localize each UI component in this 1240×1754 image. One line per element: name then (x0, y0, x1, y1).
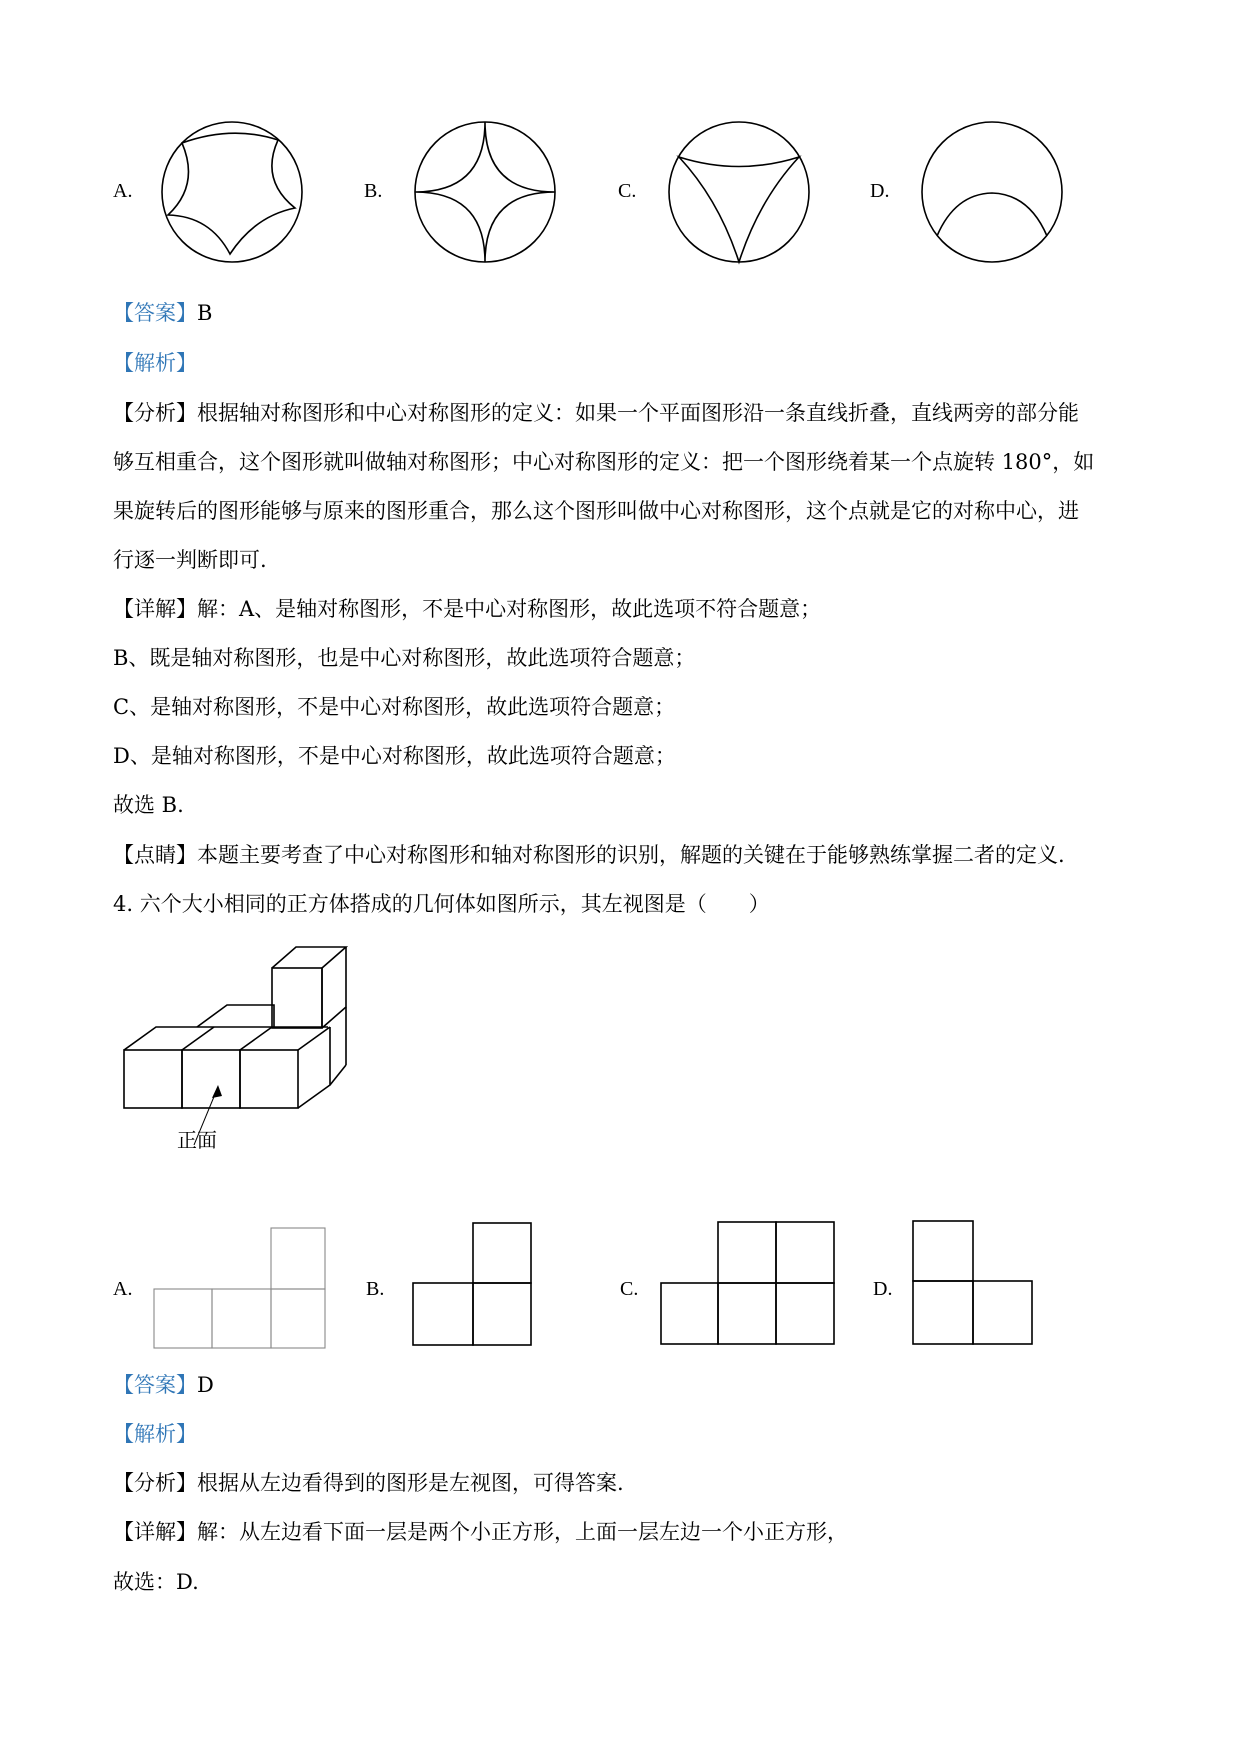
q4-option-b-label: B. (366, 1278, 385, 1300)
q3-fenxi-line-3: 果旋转后的图形能够与原来的图形重合，那么这个图形叫做中心对称图形，这个点就是它的对称中心，进 (113, 499, 1079, 523)
q3-xiangjie-line-1 (113, 594, 821, 624)
front-label: 正面 (177, 1128, 217, 1152)
dianjing-tag: 【点睛】 (113, 843, 197, 867)
answer-tag: 【答案】 (113, 1373, 197, 1397)
q3-analysis-tag: 【解析】 (113, 351, 197, 375)
answer-value: B (197, 301, 213, 325)
answer-tag: 【答案】 (113, 301, 197, 325)
q3-option-c-label: C. (618, 180, 637, 202)
q3-option-d-figure (920, 120, 1070, 270)
q3-fenxi-line-1 (113, 398, 1079, 428)
answer-value: D (197, 1373, 214, 1397)
q4-conclusion: 故选：D. (113, 1570, 199, 1594)
xiangjie-text: 解：A、是轴对称图形，不是中心对称图形，故此选项不符合题意； (197, 597, 822, 621)
q4-analysis-tag: 【解析】 (113, 1422, 197, 1446)
q3-option-a-label: A. (113, 180, 133, 202)
q4-fenxi (113, 1468, 624, 1498)
q4-option-c-label: C. (620, 1278, 639, 1300)
fenxi-tag: 【分析】 (113, 1471, 197, 1495)
q4-question: 4. 六个大小相同的正方体搭成的几何体如图所示，其左视图是（ ） (113, 892, 770, 916)
q3-option-c-figure (667, 120, 817, 270)
q4-option-a-figure (153, 1227, 328, 1357)
q4-xiangjie (113, 1517, 848, 1547)
q3-fenxi-line-2: 够互相重合，这个图形就叫做轴对称图形；中心对称图形的定义：把一个图形绕着某一个点旋转 180°，如 (113, 450, 1095, 474)
q4-option-d-figure (912, 1220, 1037, 1355)
q4-option-b-figure (412, 1222, 537, 1357)
xiangjie-tag: 【详解】 (113, 1520, 197, 1544)
fenxi-text: 根据从左边看得到的图形是左视图，可得答案. (197, 1471, 624, 1495)
q4-option-c-figure (660, 1221, 840, 1356)
arrow-head-icon (212, 1085, 222, 1098)
fenxi-text: 根据轴对称图形和中心对称图形的定义：如果一个平面图形沿一条直线折叠，直线两旁的部分能 (197, 401, 1079, 425)
xiangjie-tag: 【详解】 (113, 597, 197, 621)
q4-answer (113, 1370, 214, 1400)
q4-option-a-label: A. (113, 1278, 133, 1300)
xiangjie-text: 解：从左边看下面一层是两个小正方形，上面一层左边一个小正方形， (197, 1520, 848, 1544)
q3-xiangjie-line-4: D、是轴对称图形，不是中心对称图形，故此选项符合题意； (113, 744, 676, 768)
q3-xiangjie-line-2: B、既是轴对称图形，也是中心对称图形，故此选项符合题意； (113, 646, 696, 670)
q3-option-b-label: B. (364, 180, 383, 202)
dianjing-text: 本题主要考查了中心对称图形和轴对称图形的识别，解题的关键在于能够熟练掌握二者的定义. (197, 843, 1065, 867)
q4-cube-stack-figure (112, 935, 372, 1155)
q3-fenxi-line-4: 行逐一判断即可. (113, 548, 267, 572)
q3-option-b-figure (413, 120, 563, 270)
q3-xiangjie-line-3: C、是轴对称图形，不是中心对称图形，故此选项符合题意； (113, 695, 676, 719)
q3-option-d-label: D. (870, 180, 890, 202)
q3-option-a-figure (160, 120, 310, 270)
fenxi-tag: 【分析】 (113, 401, 197, 425)
q3-dianjing (113, 840, 1065, 870)
q3-answer (113, 298, 212, 328)
q3-conclusion: 故选 B. (113, 793, 184, 817)
q4-option-d-label: D. (873, 1278, 893, 1300)
